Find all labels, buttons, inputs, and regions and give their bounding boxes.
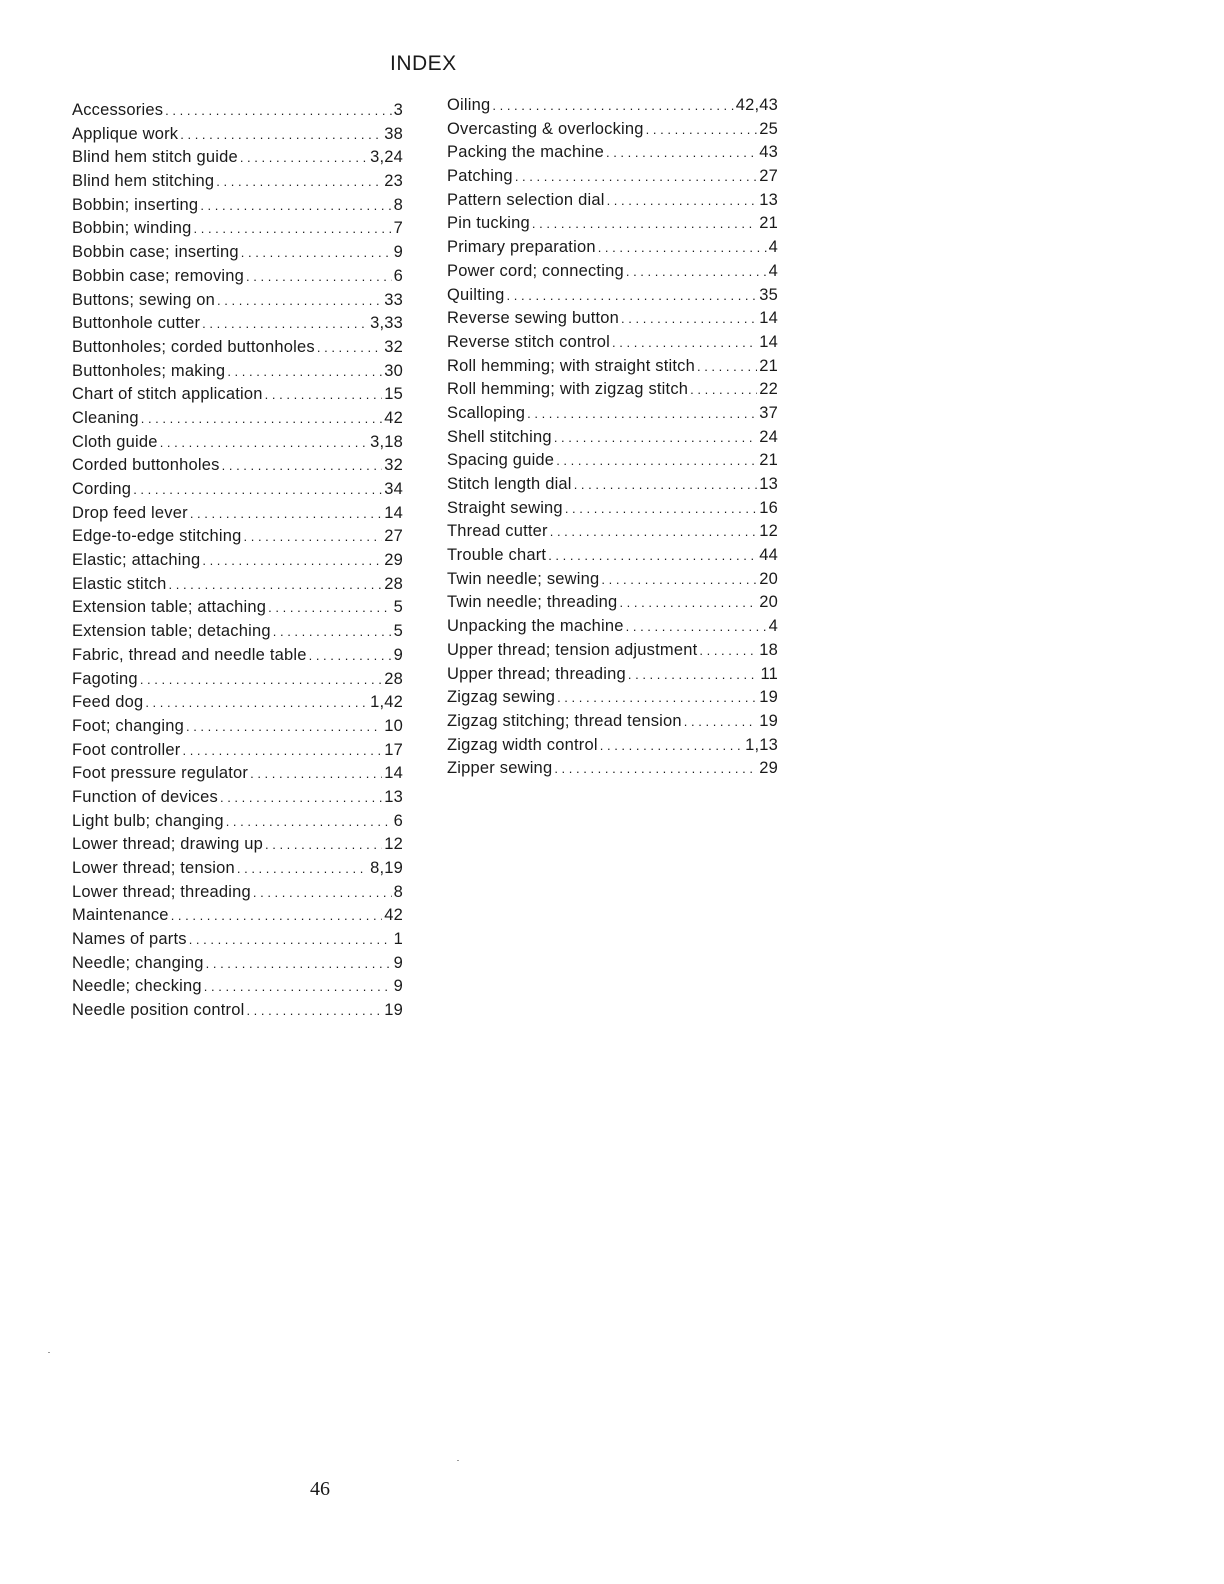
index-entry: [447, 262, 778, 286]
dot-leader: [140, 672, 382, 687]
dot-leader: [182, 743, 382, 758]
index-term: Bobbin; winding: [72, 219, 192, 238]
dot-leader: [133, 482, 382, 497]
index-entry: [72, 409, 403, 433]
index-page-ref: 6: [393, 266, 403, 285]
index-page-ref: 14: [759, 309, 778, 328]
index-entry: [72, 480, 403, 504]
dot-leader: [241, 245, 392, 260]
index-page-ref: 4: [768, 238, 778, 257]
index-entry: [72, 977, 403, 1001]
dot-leader: [246, 269, 392, 284]
index-term: Power cord; connecting: [447, 261, 624, 280]
index-entry: [72, 504, 403, 528]
index-term: Buttonhole cutter: [72, 314, 201, 333]
index-page-ref: 35: [759, 285, 778, 304]
dot-leader: [202, 316, 368, 331]
index-entry: [447, 143, 778, 167]
index-page-ref: 37: [759, 403, 778, 422]
dot-leader: [265, 837, 382, 852]
dot-leader: [565, 501, 757, 516]
index-page-ref: 43: [759, 143, 778, 162]
index-term: Reverse stitch control: [447, 332, 611, 351]
index-entry: [72, 291, 403, 315]
dot-leader: [690, 382, 757, 397]
index-entry: [447, 120, 778, 144]
dot-leader: [227, 364, 382, 379]
index-page-ref: 28: [384, 669, 403, 688]
index-page-ref: 19: [759, 711, 778, 730]
index-page-ref: 13: [759, 475, 778, 493]
dot-leader: [250, 766, 382, 781]
index-term: Accessories: [72, 101, 164, 119]
index-term: Elastic stitch: [72, 574, 167, 593]
index-entry: [447, 167, 778, 191]
dot-leader: [189, 932, 392, 947]
index-entry: [72, 196, 403, 220]
dot-leader: [515, 169, 757, 184]
index-term: Scalloping: [447, 403, 526, 422]
index-term: Oiling: [447, 96, 491, 114]
dot-leader: [200, 198, 391, 213]
page-number: 46: [310, 1478, 330, 1500]
index-page-ref: 42,43: [735, 96, 778, 114]
dot-leader: [598, 240, 767, 255]
dot-leader: [190, 506, 382, 521]
index-entry: [72, 575, 403, 599]
dot-leader: [606, 145, 757, 160]
index-term: Lower thread; tension: [72, 859, 235, 877]
index-page-ref: 12: [384, 835, 403, 854]
index-term: Needle position control: [72, 1001, 245, 1020]
dot-leader: [612, 335, 757, 350]
dot-leader: [265, 387, 383, 402]
index-term: Light bulb; changing: [72, 811, 224, 830]
index-page-ref: 8,19: [370, 859, 403, 877]
index-entry: [447, 309, 778, 333]
index-page-ref: 9: [393, 977, 403, 996]
index-term: Bobbin; inserting: [72, 195, 199, 214]
index-page-ref: 27: [759, 167, 778, 186]
index-page-ref: 7: [393, 219, 403, 238]
index-page-ref: 32: [384, 456, 403, 475]
index-page-ref: 27: [384, 527, 403, 546]
index-page-ref: 14: [759, 332, 778, 351]
index-page-ref: 23: [384, 172, 403, 191]
index-term: Extension table; attaching: [72, 598, 267, 617]
index-term: Function of devices: [72, 787, 218, 806]
index-entry: [447, 214, 778, 238]
index-entry: [447, 357, 778, 381]
dot-leader: [145, 695, 368, 710]
index-entry: [447, 499, 778, 523]
dot-leader: [171, 908, 383, 923]
index-term: Overcasting & overlocking: [447, 119, 644, 138]
index-term: Needle; changing: [72, 953, 204, 972]
index-entry: [72, 433, 403, 457]
index-entry: [72, 930, 403, 954]
index-term: Foot; changing: [72, 716, 184, 735]
dot-leader: [601, 572, 757, 587]
index-entry: [72, 598, 403, 622]
index-term: Upper thread; tension adjustment: [447, 640, 698, 659]
index-term: Cording: [72, 480, 132, 498]
index-entry: [72, 788, 403, 812]
dot-leader: [216, 174, 382, 189]
index-entry: [72, 906, 403, 930]
index-page-ref: 3,33: [370, 314, 403, 333]
index-page-ref: 17: [384, 740, 403, 759]
index-entry: [447, 617, 778, 641]
index-entry: [72, 693, 403, 717]
index-page-ref: 42: [384, 408, 403, 427]
dot-leader: [550, 524, 758, 539]
index-page-ref: 1,42: [370, 693, 403, 712]
dot-leader: [226, 814, 392, 829]
index-page-ref: 32: [384, 337, 403, 356]
index-term: Buttonholes; corded buttonholes: [72, 337, 315, 356]
index-entry: [72, 646, 403, 670]
index-entry: [447, 641, 778, 665]
dot-leader: [548, 548, 757, 563]
index-term: Lower thread; threading: [72, 882, 251, 901]
dot-leader: [574, 477, 758, 492]
index-term: Spacing guide: [447, 451, 555, 470]
index-term: Pin tucking: [447, 214, 530, 233]
dot-leader: [222, 458, 383, 473]
index-page-ref: 42: [384, 906, 403, 925]
index-term: Chart of stitch application: [72, 385, 263, 404]
index-page-ref: 9: [393, 645, 403, 664]
index-entry: [447, 475, 778, 499]
index-term: Packing the machine: [447, 143, 604, 162]
index-term: Primary preparation: [447, 238, 596, 257]
index-entry: [72, 314, 403, 338]
scan-speck: [48, 1352, 50, 1353]
index-page-ref: 19: [384, 1001, 403, 1020]
index-page-ref: 21: [759, 451, 778, 470]
index-term: Fagoting: [72, 669, 138, 688]
index-entry: [72, 243, 403, 267]
index-entry: [447, 736, 778, 760]
index-term: Fabric, thread and needle table: [72, 645, 307, 664]
index-entry: [72, 717, 403, 741]
dot-leader: [507, 288, 758, 303]
index-entry: [72, 219, 403, 243]
index-entry: [72, 267, 403, 291]
index-term: Edge-to-edge stitching: [72, 527, 242, 546]
index-page-ref: 9: [393, 243, 403, 262]
index-term: Extension table; detaching: [72, 622, 271, 641]
dot-leader: [186, 719, 382, 734]
index-entry: [72, 101, 403, 125]
index-term: Shell stitching: [447, 427, 552, 446]
index-page-ref: 29: [384, 551, 403, 570]
index-entry: [72, 385, 403, 409]
index-term: Foot controller: [72, 740, 181, 759]
index-term: Names of parts: [72, 930, 187, 949]
index-term: Foot pressure regulator: [72, 764, 249, 783]
dot-leader: [246, 1003, 382, 1018]
dot-leader: [557, 690, 757, 705]
index-entry: [72, 670, 403, 694]
index-entry: [447, 522, 778, 546]
index-page-ref: 6: [393, 811, 403, 830]
index-page-ref: 13: [384, 787, 403, 806]
index-entry: [447, 593, 778, 617]
dot-leader: [554, 430, 757, 445]
index-term: Drop feed lever: [72, 503, 188, 522]
index-term: Applique work: [72, 124, 179, 143]
dot-leader: [309, 648, 392, 663]
index-term: Bobbin case; inserting: [72, 243, 239, 262]
dot-leader: [317, 340, 382, 355]
index-entry: [72, 954, 403, 978]
dot-leader: [607, 193, 758, 208]
dot-leader: [626, 264, 767, 279]
index-page-ref: 20: [759, 593, 778, 612]
index-term: Thread cutter: [447, 522, 548, 541]
index-entry: [72, 362, 403, 386]
index-entry: [72, 1001, 403, 1025]
index-page-ref: 16: [759, 498, 778, 517]
dot-leader: [217, 293, 382, 308]
index-page-ref: 3,18: [370, 432, 403, 451]
index-term: Stitch length dial: [447, 475, 572, 493]
dot-leader: [180, 127, 382, 142]
index-page-ref: 22: [759, 380, 778, 399]
dot-leader: [237, 861, 368, 876]
dot-leader: [619, 595, 757, 610]
index-term: Buttons; sewing on: [72, 290, 216, 309]
index-entry: [447, 759, 778, 783]
index-term: Unpacking the machine: [447, 617, 624, 636]
index-page-ref: 38: [384, 124, 403, 143]
dot-leader: [202, 553, 382, 568]
dot-leader: [268, 600, 391, 615]
index-page-ref: 18: [759, 640, 778, 659]
dot-leader: [169, 577, 383, 592]
index-page-ref: 3: [393, 101, 403, 119]
index-page-ref: 20: [759, 569, 778, 588]
dot-leader: [556, 453, 757, 468]
scan-speck: [457, 1460, 459, 1461]
index-term: Blind hem stitching: [72, 172, 215, 191]
index-entry: [447, 380, 778, 404]
index-page-ref: 25: [759, 119, 778, 138]
index-term: Straight sewing: [447, 498, 563, 517]
index-entry: [447, 191, 778, 215]
dot-leader: [160, 435, 368, 450]
index-term: Feed dog: [72, 693, 144, 712]
index-entry: [447, 404, 778, 428]
index-page-ref: 14: [384, 764, 403, 783]
index-entry: [72, 125, 403, 149]
index-page-ref: 12: [759, 522, 778, 541]
index-term: Roll hemming; with zigzag stitch: [447, 380, 689, 399]
dot-leader: [554, 761, 757, 776]
dot-leader: [273, 624, 392, 639]
index-term: Pattern selection dial: [447, 190, 605, 209]
index-term: Zigzag stitching; thread tension: [447, 711, 682, 730]
dot-leader: [699, 643, 757, 658]
index-page-ref: 15: [384, 385, 403, 404]
index-entry: [72, 859, 403, 883]
index-column-left: [72, 101, 403, 1025]
index-term: Zigzag sewing: [447, 688, 556, 707]
index-entry: [447, 96, 778, 120]
index-entry: [447, 451, 778, 475]
index-entry: [72, 551, 403, 575]
index-entry: [72, 527, 403, 551]
index-entry: [72, 883, 403, 907]
index-page-ref: 24: [759, 427, 778, 446]
index-term: Upper thread; threading: [447, 664, 626, 683]
index-page-ref: 11: [760, 664, 778, 683]
index-term: Maintenance: [72, 906, 169, 925]
index-term: Cloth guide: [72, 432, 158, 451]
index-entry: [72, 148, 403, 172]
dot-leader: [532, 216, 757, 231]
index-entry: [72, 622, 403, 646]
index-term: Twin needle; threading: [447, 593, 618, 612]
index-column-right: [447, 96, 778, 783]
index-page-ref: 8: [393, 882, 403, 901]
dot-leader: [194, 221, 392, 236]
index-entry: [447, 712, 778, 736]
index-entry: [447, 333, 778, 357]
index-page-ref: 19: [759, 688, 778, 707]
index-term: Zipper sewing: [447, 759, 553, 778]
dot-leader: [600, 738, 743, 753]
index-entry: [72, 172, 403, 196]
index-term: Corded buttonholes: [72, 456, 220, 475]
index-entry: [72, 812, 403, 836]
index-page-ref: 5: [393, 598, 403, 617]
dot-leader: [492, 98, 733, 113]
index-entry: [72, 741, 403, 765]
index-entry: [72, 456, 403, 480]
index-page-ref: 28: [384, 574, 403, 593]
index-term: Cleaning: [72, 408, 139, 427]
index-term: Patching: [447, 167, 513, 186]
index-page-ref: 5: [393, 622, 403, 641]
index-entry: [72, 338, 403, 362]
index-entry: [447, 665, 778, 689]
dot-leader: [165, 103, 391, 118]
index-page-ref: 21: [759, 356, 778, 375]
index-term: Zigzag width control: [447, 735, 598, 754]
index-page-ref: 14: [384, 503, 403, 522]
index-page-ref: 29: [759, 759, 778, 778]
dot-leader: [141, 411, 383, 426]
index-entry: [447, 546, 778, 570]
index-page-ref: 9: [393, 953, 403, 972]
index-term: Buttonholes; making: [72, 361, 226, 380]
index-term: Twin needle; sewing: [447, 569, 600, 588]
index-term: Trouble chart: [447, 546, 547, 565]
index-term: Needle; checking: [72, 977, 202, 996]
index-term: Blind hem stitch guide: [72, 148, 238, 167]
dot-leader: [244, 529, 383, 544]
page-title: INDEX: [390, 52, 457, 75]
index-page-ref: 3,24: [370, 148, 403, 167]
index-entry: [447, 688, 778, 712]
index-page-ref: 8: [393, 195, 403, 214]
index-page-ref: 44: [759, 546, 778, 565]
index-page-ref: 4: [768, 617, 778, 636]
index-page-ref: 21: [759, 214, 778, 233]
index-page-ref: 10: [384, 716, 403, 735]
index-entry: [72, 764, 403, 788]
index-entry: [447, 286, 778, 310]
index-page-ref: 1,13: [745, 735, 778, 754]
index-page-ref: 1: [393, 930, 403, 949]
index-term: Roll hemming; with straight stitch: [447, 356, 695, 375]
index-term: Lower thread; drawing up: [72, 835, 263, 854]
index-page-ref: 33: [384, 290, 403, 309]
index-entry: [72, 835, 403, 859]
index-term: Elastic; attaching: [72, 551, 201, 570]
index-entry: [447, 570, 778, 594]
index-entry: [447, 428, 778, 452]
dot-leader: [527, 406, 757, 421]
dot-leader: [240, 150, 368, 165]
dot-leader: [204, 979, 392, 994]
index-page-ref: 4: [768, 261, 778, 280]
index-entry: [447, 238, 778, 262]
dot-leader: [697, 359, 757, 374]
index-term: Reverse sewing button: [447, 309, 620, 328]
dot-leader: [684, 714, 757, 729]
dot-leader: [621, 311, 757, 326]
index-term: Quilting: [447, 285, 505, 304]
dot-leader: [206, 956, 392, 971]
index-page-ref: 13: [759, 190, 778, 209]
dot-leader: [626, 619, 767, 634]
index-page-ref: 30: [384, 361, 403, 380]
index-page-ref: 34: [384, 480, 403, 498]
dot-leader: [646, 122, 758, 137]
dot-leader: [628, 667, 759, 682]
index-term: Bobbin case; removing: [72, 266, 245, 285]
dot-leader: [220, 790, 382, 805]
dot-leader: [253, 885, 392, 900]
